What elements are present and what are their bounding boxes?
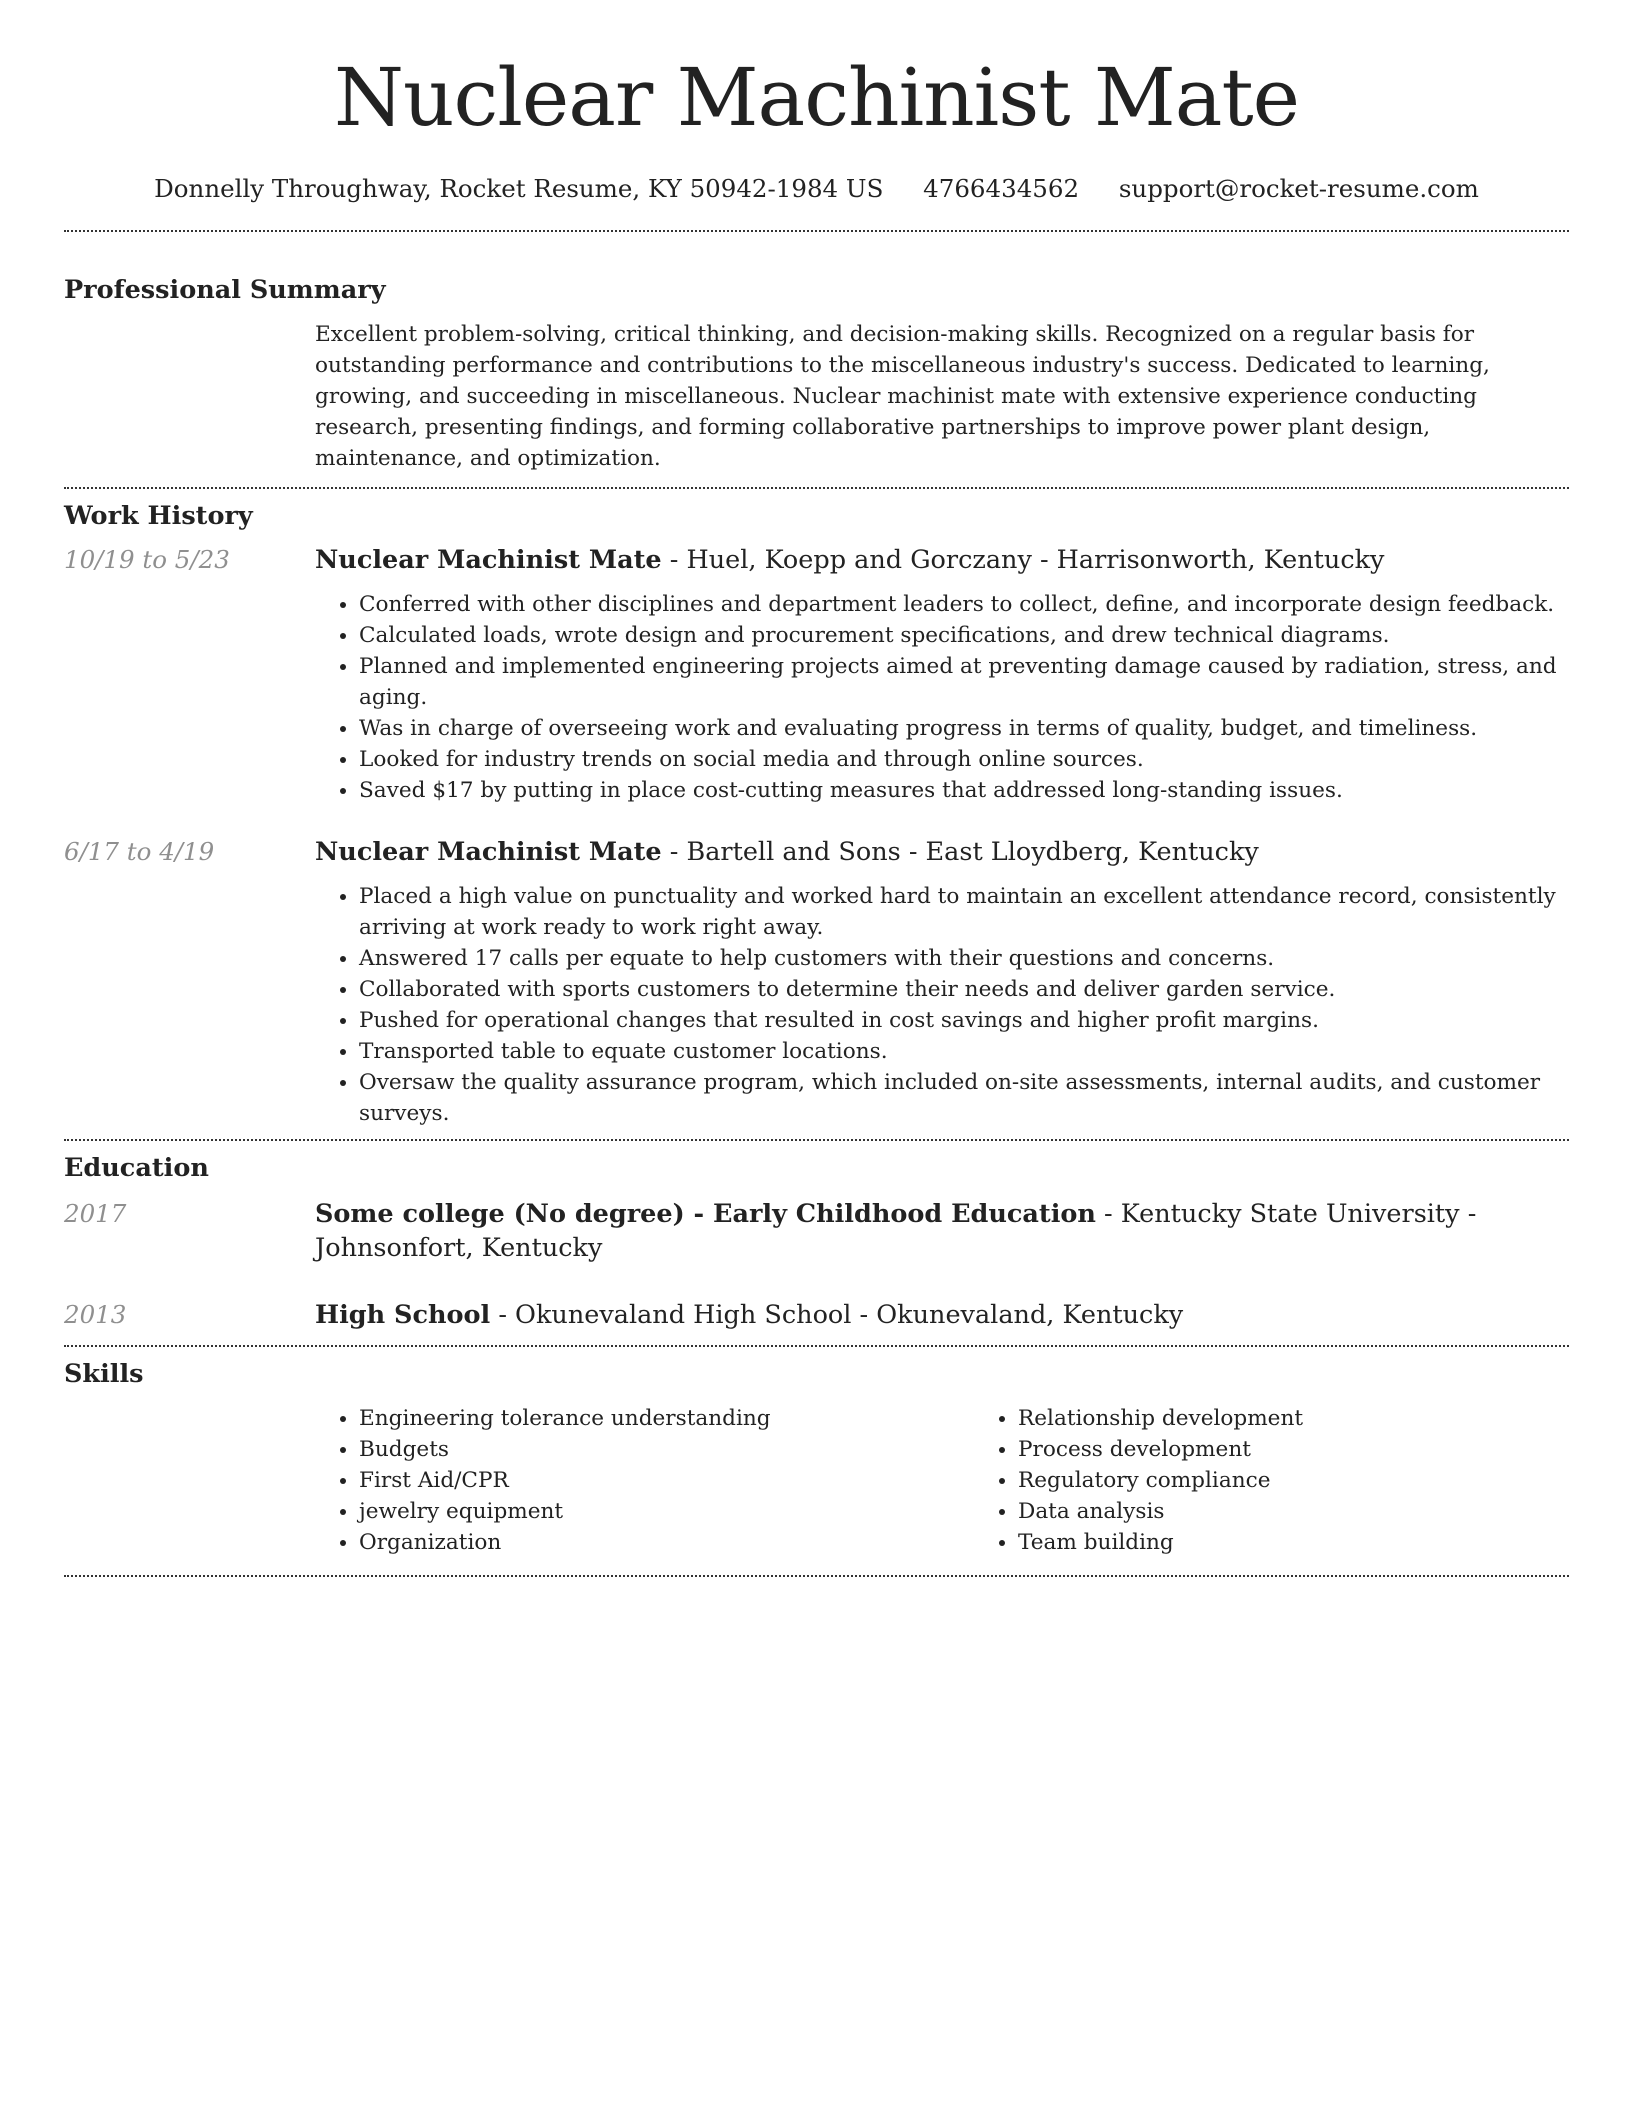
list-item: • Answered 17 calls per equate to help customers with their questions and concerns.	[359, 943, 1569, 974]
education-degree: Some college (No degree) - Early Childhood Education	[315, 1199, 1096, 1229]
education-year: 2013	[64, 1300, 127, 1329]
education-entry	[64, 1298, 1569, 1332]
divider	[64, 1575, 1569, 1577]
divider	[64, 487, 1569, 489]
list-item: • Saved $17 by putting in place cost-cutting measures that addressed long-standing issues.	[359, 775, 1569, 806]
job-heading	[315, 835, 1569, 869]
section-title-summary: Professional Summary	[64, 275, 386, 305]
list-item: • Pushed for operational changes that resulted in cost savings and higher profit margins.	[359, 1005, 1569, 1036]
list-item: • Looked for industry trends on social media and through online sources.	[359, 744, 1569, 775]
list-item: • Conferred with other disciplines and department leaders to collect, define, and incorporate design feedback.	[359, 589, 1569, 620]
section-title-education: Education	[64, 1153, 209, 1183]
skill-item: • Organization	[359, 1527, 974, 1558]
job-entry	[64, 835, 1569, 1129]
contact-phone: 4766434562	[923, 174, 1080, 203]
skill-item: • Process development	[1018, 1434, 1632, 1465]
education-heading	[315, 1197, 1569, 1265]
summary-text: Excellent problem-solving, critical thinking, and decision-making skills. Recognized on a regular basis for outstanding performance and contributions to the miscellaneous industry's success. Dedicated to learning, growing, and succeeding in miscellaneous. Nuclear machinist mate with extensive experience conducting research, presenting findings, and forming collaborative partnerships to improve power plant design, maintenance, and optimization.	[315, 322, 1490, 471]
skill-item: • Team building	[1018, 1527, 1632, 1558]
education-year: 2017	[64, 1199, 127, 1228]
education-heading	[315, 1298, 1569, 1332]
list-item: • Placed a high value on punctuality and worked hard to maintain an excellent attendance record, consistently arriving at work ready to work right away.	[359, 881, 1569, 943]
skill-item: • Data analysis	[1018, 1496, 1632, 1527]
job-bullets	[315, 589, 1569, 806]
skills-list-left	[315, 1403, 974, 1558]
section-title-work: Work History	[64, 501, 253, 531]
contact-address: Donnelly Throughway, Rocket Resume, KY 50942-1984 US	[154, 174, 884, 203]
list-item: • Was in charge of overseeing work and evaluating progress in terms of quality, budget, and timeliness.	[359, 713, 1569, 744]
skill-item: • Budgets	[359, 1434, 974, 1465]
education-details: - Kentucky State University - Johnsonfort, Kentucky	[315, 1199, 1477, 1263]
divider	[64, 230, 1569, 232]
divider	[64, 1139, 1569, 1141]
job-role: Nuclear Machinist Mate	[315, 545, 662, 575]
skill-item: • First Aid/CPR	[359, 1465, 974, 1496]
list-item: • Collaborated with sports customers to determine their needs and deliver garden service.	[359, 974, 1569, 1005]
divider	[64, 1345, 1569, 1347]
skill-item: • Relationship development	[1018, 1403, 1632, 1434]
contact-line	[64, 174, 1569, 204]
education-degree: High School	[315, 1300, 491, 1330]
education-details: - Okunevaland High School - Okunevaland, Kentucky	[490, 1300, 1184, 1330]
job-details: - Bartell and Sons - East Lloydberg, Kentucky	[661, 837, 1259, 867]
job-dates: 6/17 to 4/19	[64, 837, 215, 866]
list-item: • Planned and implemented engineering projects aimed at preventing damage caused by radiation, stress, and aging.	[359, 651, 1569, 713]
job-heading	[315, 543, 1569, 577]
skill-item: • Regulatory compliance	[1018, 1465, 1632, 1496]
skills-list-right	[974, 1403, 1632, 1558]
skills-columns	[315, 1403, 1632, 1558]
summary-row	[64, 319, 1569, 474]
list-item: • Calculated loads, wrote design and procurement specifications, and drew technical diagrams.	[359, 620, 1569, 651]
education-entry	[64, 1197, 1569, 1265]
job-entry	[64, 543, 1569, 806]
list-item: • Transported table to equate customer locations.	[359, 1036, 1569, 1067]
skill-item: • jewelry equipment	[359, 1496, 974, 1527]
section-title-skills: Skills	[64, 1359, 144, 1389]
job-bullets	[315, 881, 1569, 1129]
resume-name: Nuclear Machinist Mate	[334, 51, 1299, 144]
job-details: - Huel, Koepp and Gorczany - Harrisonworth, Kentucky	[661, 545, 1385, 575]
list-item: • Oversaw the quality assurance program, which included on-site assessments, internal audits, and customer surveys.	[359, 1067, 1569, 1129]
skills-row	[64, 1403, 1569, 1558]
job-dates: 10/19 to 5/23	[64, 545, 230, 574]
resume-page	[64, 0, 1569, 1577]
job-role: Nuclear Machinist Mate	[315, 837, 662, 867]
skill-item: • Engineering tolerance understanding	[359, 1403, 974, 1434]
contact-email: support@rocket-resume.com	[1118, 174, 1479, 203]
